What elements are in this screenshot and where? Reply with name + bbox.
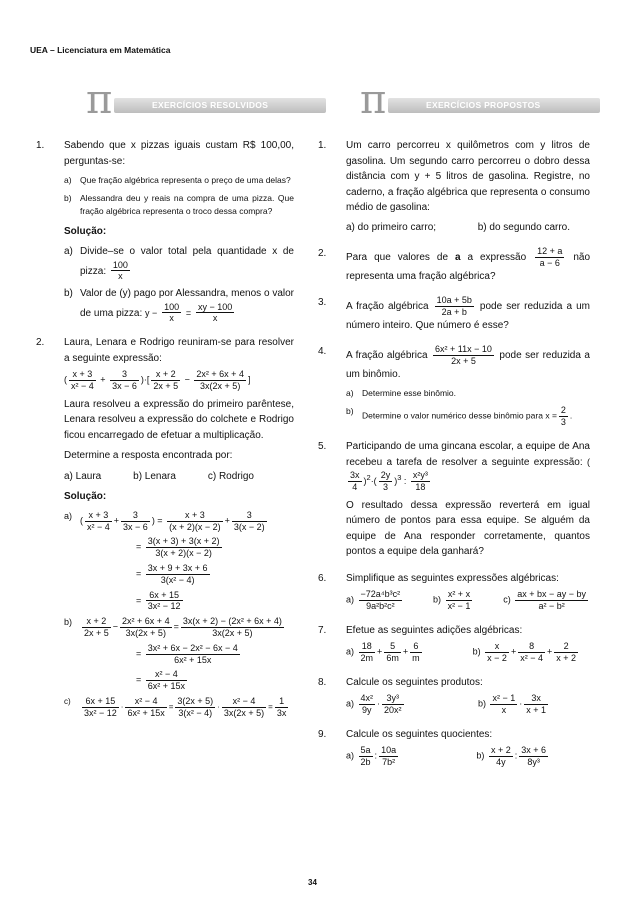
proposed-exercise-7: 7. Efetue as seguintes adições algébricas: a) $\frac{18}{2m}$ + $\frac{5}{6m}$ + $\frac{6}{m}$ b) $\frac{x}{x - 2}$ + $\frac{8}{\text{x² − 4}}$ + $\frac{2}{x + 2}$ — [318, 624, 576, 664]
proposed-exercise-5: 5. Participando de uma gincana escolar, a equipe de Ana recebeu a tarefa de resolver a seguinte expressão: ( $\frac{3x}{4}$ )$^2$·( $\frac{2y}{3}$ )$^3$ : $\frac{\text{x²y³}}{18}$ O resultado dessa expressão reverterá em igual número de pontos para essa equipe. Se alguém da equipe de Ana responder corretamente, quantos pontos a equipe dela ganhará? — [318, 441, 590, 558]
fraction: $\frac{100}{x}$ — [112, 259, 128, 282]
banner-proposed — [360, 77, 600, 123]
page-header: UEA – Licenciatura em Matemática — [30, 45, 171, 55]
banner-resolved — [86, 77, 326, 123]
solution-b: b) $\frac{x + 2}{2x + 5}$ − $\frac{\text{2x² + 6x + 4}}{3x(2x + 5)}$ = $\frac{\text{3x(x + 2) − (2x² + 6x + 4)}}{3x(2x + 5)}$ = $\frac{\text{3x² + 6x − 2x² − 6x − 4}}{\text{6x² + 15x}}$ = $\frac{\text{x² − 4}}{\text{6x² + 15x}}$ — [64, 616, 282, 692]
proposed-exercise-6: 6. Simplifique as seguintes expressões algébricas: a) $\frac{\text{−72a⁴b³c²}}{\text{9a²b²c²}}$ b) $\frac{\text{x² + x}}{\text{x² − 1}}$ c) $\frac{ax + bx - ay - by}{\text{a² − b²}}$ — [318, 572, 586, 611]
solution-c: c) $\frac{6x + 15}{\text{3x² − 12}}$ · $\frac{\text{x² − 4}}{\text{6x² + 15x}}$ = $\frac{3(2x + 5)}{\text{3(x² − 4)}}$ · $\frac{\text{x² − 4}}{3x(2x + 5)}$ = $\frac{1}{3x}$ — [64, 695, 287, 718]
pi-icon: π — [360, 77, 387, 123]
pi-icon: π — [86, 77, 113, 123]
proposed-exercise-9: 9. Calcule os seguintes quocientes: a) $\frac{5a}{2b}$ : $\frac{10a}{\text{7b²}}$ b) $\frac{x + 2}{4y}$ : $\frac{3x + 6}{\text{8y³}}$ — [318, 728, 546, 768]
resolved-exercise-1: 1. Sabendo que x pizzas iguais custam R$ 100,00, perguntas-se: a) Que fração algébrica representa o preço de uma delas? b) Alessandra deu y reais na compra de uma pizza. Que fração algébrica representa o troco dessa compra? Solução: a) Divide–se o valor total pela quantidade x de pizza: $\frac{100}{x}$ b) Valor de (y) pago por Alessandra, menos o valor de uma pizza: y − $\frac{100}{x}$ = $\frac{xy - 100}{x}$ — [36, 140, 294, 324]
expression: ( $\frac{x + 3}{\text{x² − 4}}$ + $\frac{3}{3x - 6}$ )·[ $\frac{x + 2}{2x + 5}$ − $\frac{\text{2x² + 6x + 4}}{3x(2x + 5)}$ ] — [64, 369, 251, 391]
proposed-exercise-4: 4. A fração algébrica $\frac{\text{6x² + 11x − 10}}{2x + 5}$ pode ser reduzida a um binômio. a) Determine esse binômio. b) Determine o valor numérico desse binômio para x = $\frac{2}{3}$ . — [318, 344, 590, 428]
proposed-exercise-3: 3. A fração algébrica $\frac{10a + 5b}{2a + b}$ pode ser reduzida a um número inteiro. Que número é esse? — [318, 295, 590, 331]
resolved-column — [36, 138, 294, 730]
proposed-exercise-8: 8. Calcule os seguintes produtos: a) $\frac{\text{4x²}}{9y}$ · $\frac{\text{3y³}}{\text{20x²}}$ b) $\frac{\text{x² − 1}}{x}$ · $\frac{3x}{x + 1}$ — [318, 676, 546, 716]
banner-resolved-label: EXERCÍCIOS RESOLVIDOS — [152, 100, 269, 110]
proposed-exercise-1: 1. Um carro percorreu x quilômetros com y litros de gasolina. Um segundo carro percorreu o dobro dessa distância com y + 5 litros de gasolina. Registre, no caderno, a fração algébrica que representa o consumo médio de gasolina: a) do primeiro carro; b) do segundo carro. — [318, 140, 590, 233]
proposed-column — [318, 138, 590, 779]
banner-proposed-label: EXERCÍCIOS PROPOSTOS — [426, 100, 541, 110]
page-number: 34 — [308, 878, 317, 887]
resolved-exercise-2: 2. Laura, Lenara e Rodrigo reuniram-se para resolver a seguinte expressão: ( $\frac{x + 3}{\text{x² − 4}}$ + $\frac{3}{3x - 6}$ )·[ $\frac{x + 2}{2x + 5}$ − $\frac{\text{2x² + 6x + 4}}{3x(2x + 5)}$ ] Laura resolveu a expressão do primeiro parêntese, Lenara resolveu a expressão do colchete e Rodrigo ficou encarregado de efetuar a multiplicação. Determine a resposta encontrada por: a) Laura b) Lenara c) Rodrigo Solução: a) ( $\frac{x + 3}{\text{x² − 4}}$ + $\frac{3}{3x - 6}$ ) = $\frac{x + 3}{(x + 2)(x - 2)}$ + $\frac{3}{3(x - 2)}$ = $\frac{3(x + 3) + 3(x + 2)}{3(x + 2)(x - 2)}$ = $\frac{3x + 9 + 3x + 6}{\text{3(x² − 4)}}$ = $\frac{6x + 15}{\text{3x² − 12}}$ b) $\frac{x + 2}{2x + 5}$ − $\frac{\text{2x² + 6x + 4}}{3x(2x + 5)}$ = $\frac{\text{3x(x + 2) − (2x² + 6x + 4)}}{3x(2x + 5)}$ = $\frac{\text{3x² + 6x − 2x² − 6x − 4}}{\text{6x² + 15x}}$ = $\frac{\text{x² − 4}}{\text{6x² + 15x}}$ c) $\frac{6x + 15}{\text{3x² − 12}}$ · $\frac{\text{x² − 4}}{\text{6x² + 15x}}$ = $\frac{3(2x + 5)}{\text{3(x² − 4)}}$ · $\frac{\text{x² − 4}}{3x(2x + 5)}$ = $\frac{1}{3x}$ — [36, 337, 294, 718]
proposed-exercise-2: 2. Para que valores de a a expressão $\frac{12 + a}{a - 6}$ não representa uma fração algébrica? — [318, 246, 591, 282]
solution-label: Solução: — [64, 225, 107, 237]
solution-a: a) ( $\frac{x + 3}{\text{x² − 4}}$ + $\frac{3}{3x - 6}$ ) = $\frac{x + 3}{(x + 2)(x - 2)}$ + $\frac{3}{3(x - 2)}$ = $\frac{3(x + 3) + 3(x + 2)}{3(x + 2)(x - 2)}$ = $\frac{3x + 9 + 3x + 6}{\text{3(x² − 4)}}$ = $\frac{6x + 15}{\text{3x² − 12}}$ — [64, 509, 265, 612]
